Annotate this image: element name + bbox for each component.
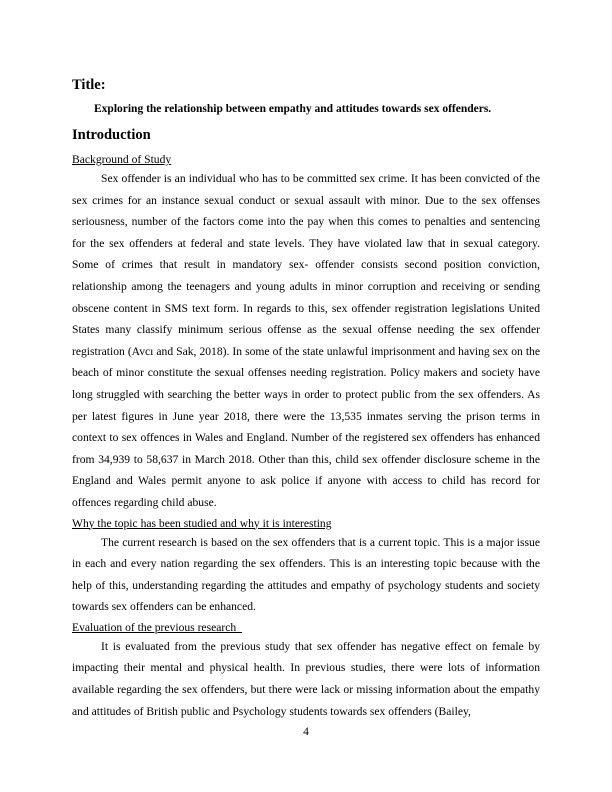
paragraph-evaluation: It is evaluated from the previous study that sex offender has negative effect on female by impacting their mental and physical health. In previous studies, there were lots of information available regarding the sex offenders, but there were lack or missing information about the empathy and attitudes of British public and Psychology students towards sex offenders (Bailey, <box>72 639 540 718</box>
introduction-heading: Introduction <box>72 127 151 143</box>
paragraph-background: Sex offender is an individual who has to be committed sex crime. It has been convicted of the sex crimes for an instance sexual conduct or sexual assault with minor. Due to the sex offenses seriousness, number of the factors come into the pay when this comes to penalties and sentencing for the sex offenders at federal and state levels. They have violated law that in sexual category. Some of crimes that result in mandatory sex- offender consists second position conviction, relationship among the teenagers and young adults in minor corruption and receiving or sending obscene content in SMS text form. In regards to this, sex offender registration legislations United States many classify minimum serious offense as the sexual offense needing the sex offender registration (Avcı and Sak, 2018). In some of the state unlawful imprisonment and having sex on the beach of minor constitute the sexual offenses needing registration. Policy makers and society have long struggled with searching the better ways in order to protect public from the sex offenders. As per latest figures in June year 2018, there were the 13,535 inmates serving the prison terms in context to sex offences in Wales and England. Number of the registered sex offenders has enhanced from 34,939 to 58,637 in March 2018. Other than this, child sex offender disclosure scheme in the England and Wales permit anyone to ask police if anyone with access to child has record for offences regarding child abuse. <box>72 172 540 509</box>
paper-title: Exploring the relationship between empathy and attitudes towards sex offenders. <box>94 103 492 115</box>
paragraph-why-topic: The current research is based on the sex offenders that is a current topic. This is a major issue in each and every nation regarding the sex offenders. This is an interesting topic because with the help of this, understanding regarding the attitudes and empathy of psychology students and society towards sex offenders can be enhanced. <box>72 535 540 614</box>
page-number: 4 <box>303 725 309 738</box>
section-heading-background: Background of Study <box>72 153 172 166</box>
section-heading-why-topic: Why the topic has been studied and why it is interesting <box>72 516 332 530</box>
section-heading-evaluation: Evaluation of the previous research <box>72 620 242 634</box>
document-body <box>72 151 540 722</box>
title-label: Title: <box>72 77 106 93</box>
